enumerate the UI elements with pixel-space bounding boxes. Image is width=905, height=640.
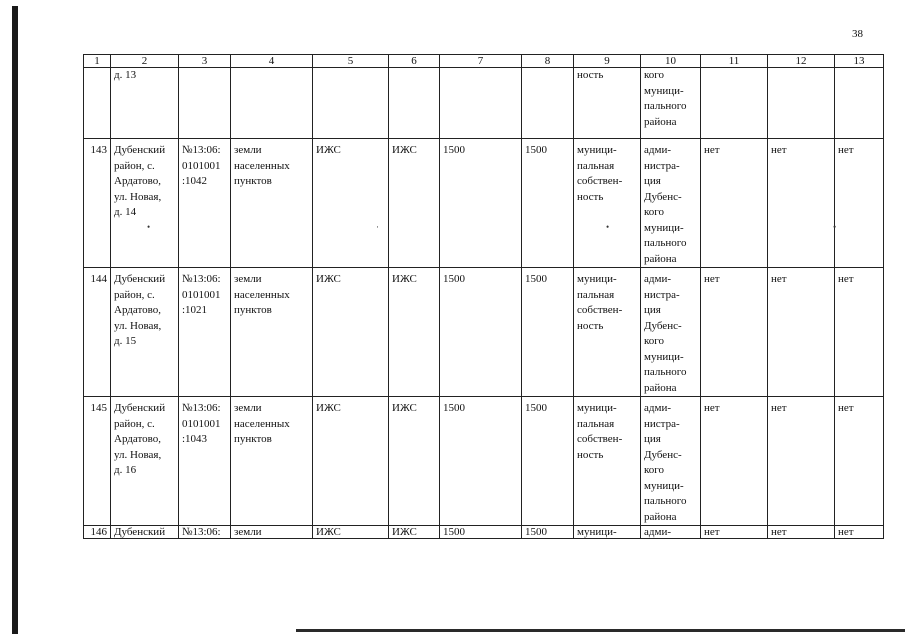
- table-cell: нет: [835, 526, 884, 539]
- ownership-cell: муници-: [574, 526, 641, 539]
- actual-use-cell: ИЖС: [389, 526, 440, 539]
- header-cell: 5: [313, 55, 389, 68]
- header-cell: 10: [641, 55, 701, 68]
- scan-left-edge: [12, 6, 18, 634]
- table-cell: [84, 68, 111, 139]
- address-cell: Дубенский район, с. Ардатово, ул. Новая, д. 16: [111, 397, 179, 526]
- row-number: 146: [84, 526, 111, 539]
- table-cell: нет: [768, 397, 835, 526]
- cadastral-number-cell: №13:06: 0101001 :1043: [179, 397, 231, 526]
- table-cell: нет: [701, 139, 768, 268]
- cadastral-number-cell: №13:06:: [179, 526, 231, 539]
- table-cell: [701, 68, 768, 139]
- address-cell: Дубенский район, с. Ардатово, ул. Новая, д. 14: [111, 139, 179, 268]
- table-cell: [389, 68, 440, 139]
- header-cell: 1: [84, 55, 111, 68]
- table-row-continuation: [84, 68, 884, 139]
- address-cell: Дубенский район, с. Ардатово, ул. Новая, д. 15: [111, 268, 179, 397]
- area-cell: 1500: [440, 526, 522, 539]
- permitted-use-cell: ИЖС: [313, 139, 389, 268]
- cadastral-number-cell: №13:06: 0101001 :1021: [179, 268, 231, 397]
- area-cell: 1500: [522, 268, 574, 397]
- land-category-cell: земли: [231, 526, 313, 539]
- header-cell: 2: [111, 55, 179, 68]
- ownership-cell: муници- пальная собствен- ность: [574, 397, 641, 526]
- table-cell: нет: [835, 268, 884, 397]
- header-cell: 12: [768, 55, 835, 68]
- ownership-cell: муници- пальная собствен- ность: [574, 139, 641, 268]
- header-cell: 4: [231, 55, 313, 68]
- row-number: 143: [84, 139, 111, 268]
- area-cell: 1500: [440, 139, 522, 268]
- table-cell: нет: [768, 526, 835, 539]
- table-cell: [522, 68, 574, 139]
- land-plots-table: [83, 54, 884, 539]
- table-cell: д. 13: [111, 68, 179, 139]
- actual-use-cell: ИЖС: [389, 139, 440, 268]
- header-cell: 6: [389, 55, 440, 68]
- table-row-145: [84, 397, 884, 526]
- table-cell: [440, 68, 522, 139]
- table-cell: нет: [701, 526, 768, 539]
- owner-cell: адми- нистра- ция Дубенс- кого муници- пального района: [641, 268, 701, 397]
- header-cell: 11: [701, 55, 768, 68]
- header-cell: 13: [835, 55, 884, 68]
- header-cell: 8: [522, 55, 574, 68]
- owner-cell: адми- нистра- ция Дубенс- кого муници- пального района: [641, 397, 701, 526]
- header-row: [84, 55, 884, 68]
- area-cell: 1500: [522, 139, 574, 268]
- table-cell: нет: [768, 139, 835, 268]
- actual-use-cell: ИЖС: [389, 268, 440, 397]
- table-cell: нет: [701, 397, 768, 526]
- permitted-use-cell: ИЖС: [313, 397, 389, 526]
- table-row-143: [84, 139, 884, 268]
- table-cell: [231, 68, 313, 139]
- table-cell: кого муници- пального района: [641, 68, 701, 139]
- page-number: 38: [852, 28, 863, 40]
- address-cell: Дубенский: [111, 526, 179, 539]
- bottom-rule: [296, 629, 905, 632]
- land-category-cell: земли населенных пунктов: [231, 139, 313, 268]
- scan-speck: ·: [376, 222, 379, 232]
- permitted-use-cell: ИЖС: [313, 526, 389, 539]
- area-cell: 1500: [522, 397, 574, 526]
- row-number: 145: [84, 397, 111, 526]
- scan-speck: •: [606, 222, 610, 232]
- land-category-cell: земли населенных пунктов: [231, 397, 313, 526]
- header-cell: 7: [440, 55, 522, 68]
- table-cell: [179, 68, 231, 139]
- owner-cell: адми- нистра- ция Дубенс- кого муници- пального района: [641, 139, 701, 268]
- table-cell: нет: [835, 139, 884, 268]
- table-cell: [835, 68, 884, 139]
- table-cell: нет: [701, 268, 768, 397]
- permitted-use-cell: ИЖС: [313, 268, 389, 397]
- table-cell: [313, 68, 389, 139]
- area-cell: 1500: [440, 397, 522, 526]
- ownership-cell: муници- пальная собствен- ность: [574, 268, 641, 397]
- area-cell: 1500: [440, 268, 522, 397]
- header-cell: 3: [179, 55, 231, 68]
- actual-use-cell: ИЖС: [389, 397, 440, 526]
- owner-cell: адми-: [641, 526, 701, 539]
- table-cell: нет: [768, 268, 835, 397]
- table-cell: [768, 68, 835, 139]
- table-row-144: [84, 268, 884, 397]
- area-cell: 1500: [522, 526, 574, 539]
- row-number: 144: [84, 268, 111, 397]
- scan-speck: •: [833, 222, 837, 232]
- scan-speck: •: [147, 222, 151, 232]
- table-cell: нет: [835, 397, 884, 526]
- table-row-146: [84, 526, 884, 539]
- land-category-cell: земли населенных пунктов: [231, 268, 313, 397]
- header-cell: 9: [574, 55, 641, 68]
- table-cell: ность: [574, 68, 641, 139]
- cadastral-number-cell: №13:06: 0101001 :1042: [179, 139, 231, 268]
